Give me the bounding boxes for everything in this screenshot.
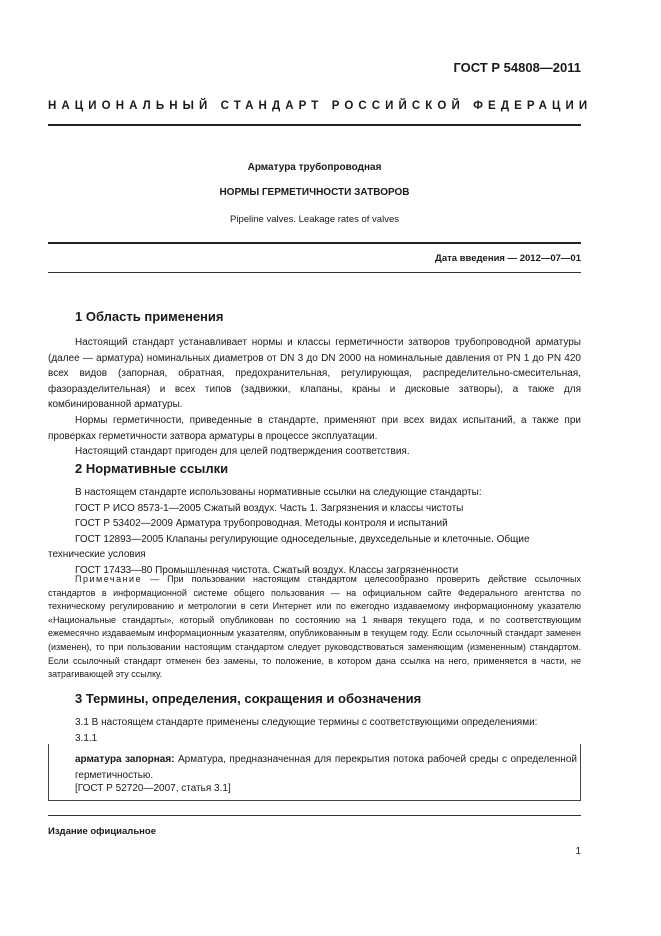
section1-paragraph: Нормы герметичности, приведенные в стандарте, применяют при всех видах испытаний, а также при проверках герметичности затвора арматуры в процессе эксплуатации. (48, 414, 581, 442)
title-english: Pipeline valves. Leakage rates of valves (230, 214, 399, 225)
section3-heading: 3 Термины, определения, сокращения и обозначения (75, 691, 422, 706)
note-label: Примечание (75, 574, 143, 584)
normative-reference: ГОСТ Р 53402—2009 Арматура трубопроводная. Методы контроля и испытаний (75, 518, 448, 530)
title-line1: Арматура трубопроводная (247, 162, 382, 173)
note-text: — При пользовании настоящим стандартом целесообразно проверить действие ссылочных стандартов в информационной системе общего пользования — на официальном сайте Федерального агентства по техническому регулированию и метрологии в сети Интернет или по ежегодно издаваемому информационному указателю «Национальные стандарты», который опубликован по состоянию на 1 января текущего года, и по соответствующим ежемесячно издаваемым информационным указателям, опубликованным в текущем году. Если ссылочный стандарт заменен (изменен), то при пользовании настоящим стандартом следует руководствоваться заменяющим (измененным) стандартом. Если ссылочный стандарт отменен без замены, то положение, в котором дана ссылка на него, применяется в части, не затрагивающей эту ссылку. (48, 574, 581, 680)
page-number: 1 (575, 846, 581, 857)
clause-number: 3.1.1 (75, 732, 98, 744)
section3-body (48, 715, 581, 746)
definition-text (75, 752, 577, 783)
section2-body (48, 485, 581, 579)
standard-number: ГОСТ Р 54808—2011 (453, 60, 581, 75)
term-name: арматура запорная: (75, 754, 175, 765)
definition-citation: [ГОСТ Р 52720—2007, статья 3.1] (75, 783, 231, 794)
footer-rule (48, 815, 581, 816)
normative-reference: ГОСТ 12893—2005 Клапаны регулирующие односедельные, двухседельные и клеточные. Общие технические условия (48, 533, 530, 561)
section1-paragraph: Настоящий стандарт пригоден для целей подтверждения соответствия. (75, 446, 410, 458)
date-rule (48, 272, 581, 273)
term-definition: Арматура, предназначенная для перекрытия потока рабочей среды с определенной герметичностью. (75, 754, 577, 781)
section1-body (48, 335, 581, 460)
section2-note (48, 573, 581, 682)
header-rule (48, 124, 581, 126)
section3-intro: 3.1 В настоящем стандарте применены следующие термины с соответствующими определениями: (75, 717, 538, 728)
title-line2: НОРМЫ ГЕРМЕТИЧНОСТИ ЗАТВОРОВ (219, 187, 410, 198)
normative-reference: ГОСТ 17433—80 Промышленная чистота. Сжатый воздух. Классы загрязненности (75, 564, 459, 576)
official-edition: Издание официальное (48, 826, 156, 837)
section2-intro: В настоящем стандарте использованы нормативные ссылки на следующие стандарты: (75, 487, 482, 498)
national-standard-banner: НАЦИОНАЛЬНЫЙ СТАНДАРТ РОССИЙСКОЙ ФЕДЕРАЦИИ (48, 100, 593, 112)
introduction-date: Дата введения — 2012—07—01 (435, 253, 581, 264)
section1-paragraph: Настоящий стандарт устанавливает нормы и классы герметичности затворов трубопроводной арматуры (далее — арматура) номинальных диаметров от DN 3 до DN 2000 на номинальные давления от PN 1 до PN 420 всех видов (запорная, обратная, предохранительная, регулирующая, распределительно-смесительная, фазоразделительная) и всех типов (задвижки, клапаны, краны и дисковые затворы), а также для комбинированной арматуры. (48, 337, 581, 411)
section1-heading: 1 Область применения (75, 309, 224, 324)
title-rule (48, 242, 581, 244)
normative-reference: ГОСТ Р ИСО 8573-1—2005 Сжатый воздух. Часть 1. Загрязнения и классы чистоты (75, 502, 464, 514)
section2-heading: 2 Нормативные ссылки (75, 461, 229, 476)
